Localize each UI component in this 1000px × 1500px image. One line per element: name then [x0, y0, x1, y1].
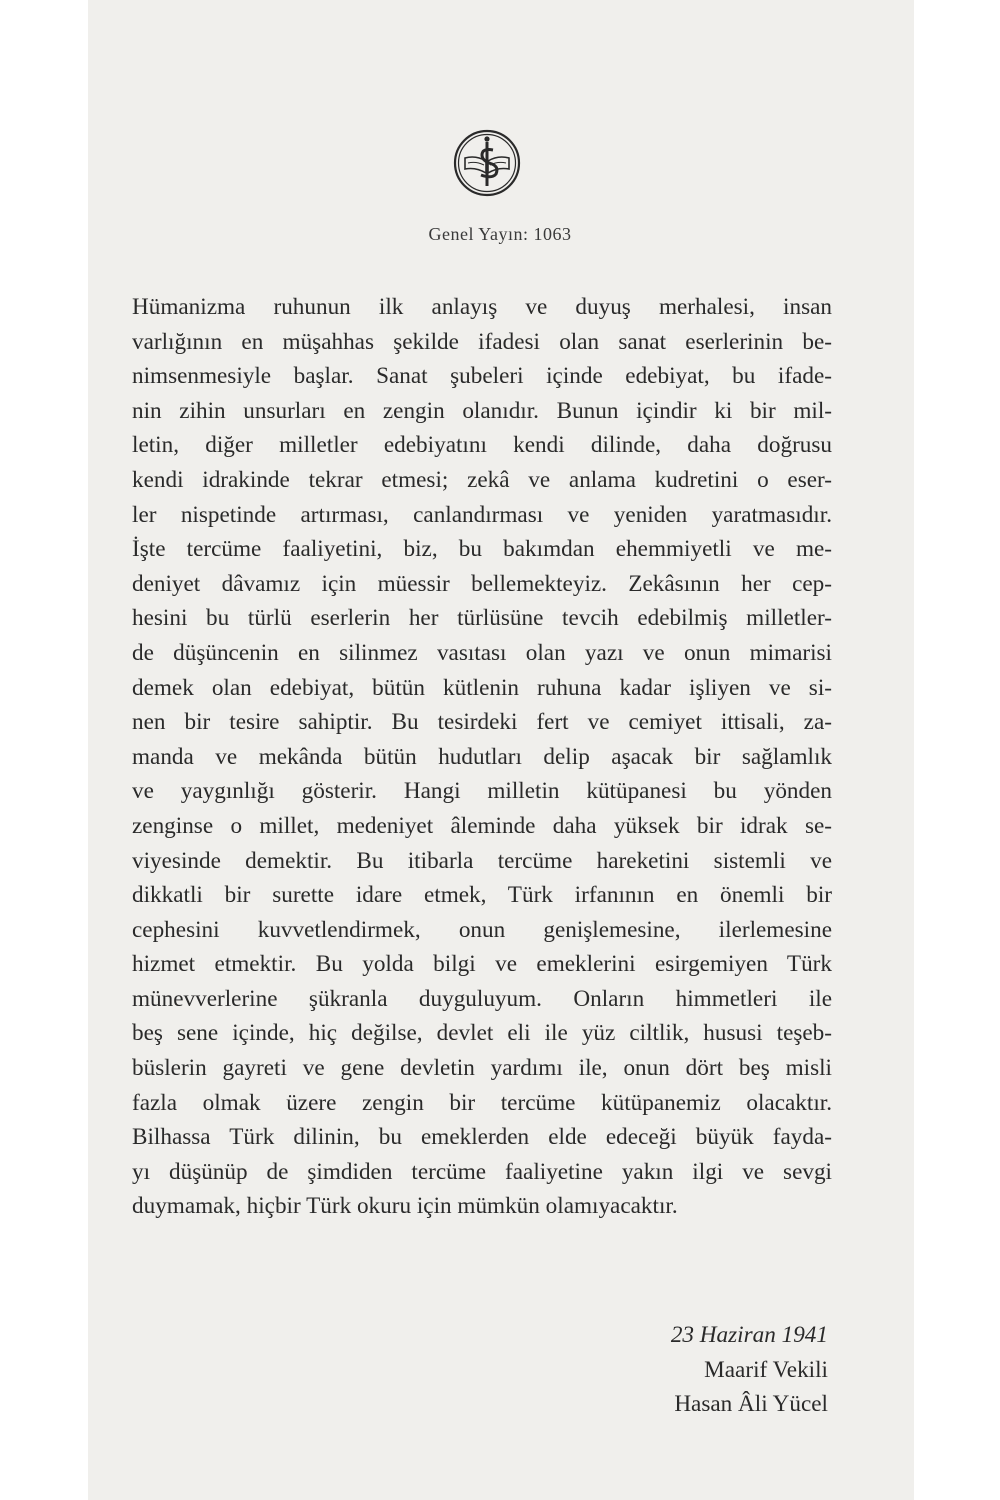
text-line: kendi idrakinde tekrar etmesi; zekâ ve anlama kudretini o eser- — [132, 466, 832, 493]
text-line: de düşüncenin en silinmez vasıtası olan yazı ve onun mimarisi — [132, 639, 832, 666]
text-line: Bilhassa Türk dilinin, bu emeklerden elde edeceği büyük fayda- — [132, 1124, 832, 1151]
text-line: nimsenmesiyle başlar. Sanat şubeleri içinde edebiyat, bu ifade- — [132, 363, 832, 390]
signature-date: 23 Haziran 1941 — [670, 1322, 828, 1348]
text-line: ler nispetinde artırması, canlandırması ve yeniden yaratmasıdır. — [132, 501, 832, 528]
text-line: Hümanizma ruhunun ilk anlayış ve duyuş merhalesi, insan — [132, 294, 832, 320]
text-line: büslerin gayreti ve gene devletin yardımı ile, onun dört beş misli — [132, 1055, 832, 1082]
text-line: beş sene içinde, hiç değilse, devlet eli ile yüz ciltlik, hususi teşeb- — [132, 1020, 832, 1047]
text-line: manda ve mekânda bütün hudutları delip aşacak bir sağlamlık — [132, 743, 832, 770]
text-line: nen bir tesire sahiptir. Bu tesirdeki fert ve cemiyet ittisali, za- — [132, 709, 832, 736]
text-line: İşte tercüme faaliyetini, biz, bu bakımdan ehemmiyetli ve me- — [132, 536, 832, 563]
text-line: letin, diğer milletler edebiyatını kendi dilinde, daha doğrusu — [132, 432, 832, 459]
is-bank-emblem-icon — [452, 128, 522, 198]
text-line: duymamak, hiçbir Türk okuru için mümkün olamıyacaktır. — [132, 1193, 678, 1220]
text-line: münevverlerine şükranla duyguluyum. Onların himmetleri ile — [132, 985, 832, 1012]
signature-block — [671, 1318, 828, 1422]
text-line: ve yaygınlığı gösterir. Hangi milletin kütüpanesi bu yönden — [132, 778, 832, 805]
text-line: demek olan edebiyat, bütün kütlenin ruhuna kadar işliyen ve si- — [132, 674, 832, 701]
text-line: nin zihin unsurları en zengin olanıdır. Bunun içindir ki bir mil- — [132, 397, 832, 424]
text-line: dikkatli bir surette idare etmek, Türk irfanının en önemli bir — [132, 882, 832, 909]
text-line: viyesinde demektir. Bu itibarla tercüme hareketini sistemli ve — [132, 847, 832, 874]
text-line: varlığının en müşahhas şekilde ifadesi olan sanat eserlerinin be- — [132, 328, 832, 355]
signature-title: Maarif Vekili — [704, 1356, 828, 1383]
signature-name: Hasan Âli Yücel — [674, 1391, 828, 1418]
text-line: deniyet dâvamız için müessir bellemekteyiz. Zekâsının her cep- — [132, 570, 832, 597]
publication-number: Genel Yayın: 1063 — [428, 224, 572, 244]
text-line: hesini bu türlü eserlerin her türlüsüne tevcih edebilmiş milletler- — [132, 605, 832, 632]
text-line: zenginse o millet, medeniyet âleminde daha yüksek bir idrak se- — [132, 812, 832, 839]
text-line: fazla olmak üzere zengin bir tercüme kütüpanemiz olacaktır. — [132, 1089, 832, 1116]
text-line: cephesini kuvvetlendirmek, onun genişlemesine, ilerlemesine — [132, 916, 832, 943]
text-line: hizmet etmektir. Bu yolda bilgi ve emeklerini esirgemiyen Türk — [132, 951, 832, 978]
text-line: yı düşünüp de şimdiden tercüme faaliyetine yakın ilgi ve sevgi — [132, 1158, 832, 1185]
preface-text — [132, 290, 832, 1224]
